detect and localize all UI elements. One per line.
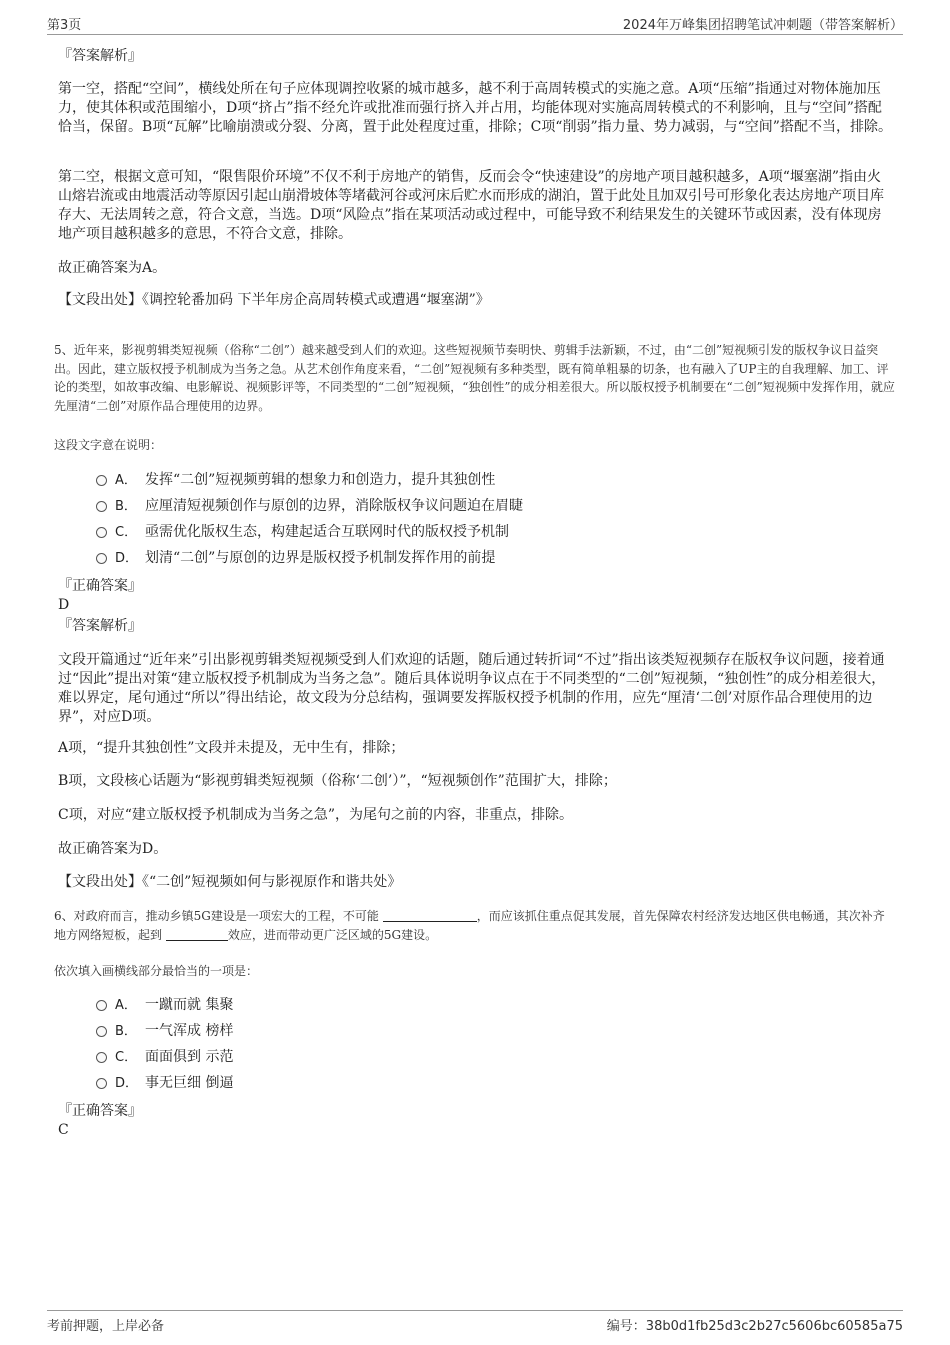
radio-icon[interactable] <box>96 1078 107 1089</box>
option-letter: B． <box>115 1024 137 1039</box>
q6-option-c[interactable] <box>96 1048 233 1067</box>
option-letter: C． <box>115 1050 138 1065</box>
footer-serial <box>607 1315 903 1334</box>
q5-analysis-label: 『答案解析』 <box>58 618 142 634</box>
q6-stem-part2: ，而应该抓住重点促其发展，首先保障农村经济发达地区供电畅通，其次补齐地方网络短板，起到 <box>54 909 885 942</box>
footer-slogan: 考前押题，上岸必备 <box>47 1319 165 1334</box>
option-text: 事无巨细 倒逼 <box>145 1075 234 1091</box>
q5-answer-label: 『正确答案』 <box>58 578 142 594</box>
serial-value: 38b0d1fb25d3c2b27c5606bc60585a75 <box>645 1319 903 1334</box>
q4-source: 【文段出处】《调控轮番加码 下半年房企高周转模式或遭遇“堰塞湖”》 <box>58 292 490 308</box>
q5-source: 【文段出处】《“二创”短视频如何与影视原作和谐共处》 <box>58 874 402 890</box>
q5-note-c: C项，对应“建立版权授予机制成为当务之急”，为尾句之前的内容，非重点，排除。 <box>58 807 574 823</box>
document-title: 2024年万峰集团招聘笔试冲刺题（带答案解析） <box>622 18 903 33</box>
radio-icon[interactable] <box>96 1000 107 1011</box>
option-letter: D． <box>115 1076 139 1091</box>
radio-icon[interactable] <box>96 1026 107 1037</box>
q5-option-b[interactable] <box>96 497 523 516</box>
option-letter: C． <box>115 525 138 540</box>
page-footer <box>47 1310 903 1333</box>
q5-analysis-p1: 文段开篇通过“近年来”引出影视剪辑类短视频受到人们欢迎的话题，随后通过转折词“不过”指出该类短视频存在版权争议问题，接着通过“因此”提出对策“建立版权授予机制成为当务之急”。随后具体说明争议点在于不同类型的“二创”短视频，“独创性”的成分相差很大，难以界定，尾句通过“所以”得出结论，故文段为分总结构，强调要发挥版权授予机制的作用，应先“厘清‘二创’对原作品合理使用的边界”，对应D项。 <box>58 652 886 725</box>
q6-stem-part3: 效应，进而带动更广泛区域的5G建设。 <box>227 927 438 942</box>
radio-icon[interactable] <box>96 553 107 564</box>
q4-conclusion: 故正确答案为A。 <box>58 260 167 276</box>
page-header <box>47 14 903 35</box>
q5-answer: D <box>58 597 70 613</box>
option-text: 发挥“二创”短视频剪辑的想象力和创造力，提升其独创性 <box>145 472 496 488</box>
q6-stem <box>54 907 896 944</box>
q6-blank-1 <box>383 908 477 922</box>
radio-icon[interactable] <box>96 501 107 512</box>
option-text: 应厘清短视频创作与原创的边界，消除版权争议问题迫在眉睫 <box>145 498 523 514</box>
q4-analysis-p1: 第一空，搭配“空间”，横线处所在句子应体现调控收紧的城市越多，越不利于高周转模式的实施之意。A项“压缩”指通过对物体施加压力，使其体积或范围缩小，D项“挤占”指不经允许或批准而强行挤入并占用，均能体现对实施高周转模式的不利影响，且与“空间”搭配恰当，保留。B项“瓦解”比喻崩溃或分裂、分离，置于此处程度过重，排除；C项“削弱”指力量、势力减弱，与“空间”搭配不当，排除。 <box>58 81 892 135</box>
option-text: 亟需优化版权生态，构建起适合互联网时代的版权授予机制 <box>145 524 509 540</box>
q5-conclusion: 故正确答案为D。 <box>58 841 168 857</box>
option-letter: A． <box>115 998 137 1013</box>
q6-answer-label: 『正确答案』 <box>58 1103 142 1119</box>
q4-analysis-label: 『答案解析』 <box>58 48 142 64</box>
q6-option-d[interactable] <box>96 1074 233 1093</box>
q4-analysis-p2: 第二空，根据文意可知，“限售限价环境”不仅不利于房地产的销售，反而会令“快速建设”的房地产项目越积越多，A项“堰塞湖”指由火山熔岩流或由地震活动等原因引起山崩滑坡体等堵截河谷或河床后贮水而形成的湖泊，置于此处且加双引号可形象化表达房地产项目库存大、无法周转之意，符合文意，当选。D项“风险点”指在某项活动或过程中，可能导致不利结果发生的关键环节或因素，没有体现房地产项目越积越多的意思，不符合文意，排除。 <box>58 169 884 242</box>
q6-option-b[interactable] <box>96 1022 233 1041</box>
radio-icon[interactable] <box>96 475 107 486</box>
q6-prompt: 依次填入画横线部分最恰当的一项是： <box>54 964 259 978</box>
radio-icon[interactable] <box>96 1052 107 1063</box>
q5-option-d[interactable] <box>96 549 495 568</box>
q5-option-c[interactable] <box>96 523 509 542</box>
q6-answer: C <box>58 1122 69 1138</box>
page-number: 第3页 <box>47 18 82 33</box>
q5-prompt: 这段文字意在说明： <box>54 438 163 452</box>
q6-stem-part1: 6、对政府而言，推动乡镇5G建设是一项宏大的工程，不可能 <box>54 909 379 923</box>
q5-option-a[interactable] <box>96 471 495 490</box>
radio-icon[interactable] <box>96 527 107 538</box>
q5-note-a: A项，“提升其独创性”文段并未提及，无中生有，排除； <box>58 740 405 756</box>
q5-stem: 5、近年来，影视剪辑类短视频（俗称“二创”）越来越受到人们的欢迎。这些短视频节奏明快、剪辑手法新颖，不过，由“二创”短视频引发的版权争议日益突出。因此，建立版权授予机制成为当务之急。从艺术创作角度来看，“二创”短视频有多种类型，既有简单粗暴的切条，也有融入了UP主的自我理解、加工、评论的类型，如故事改编、电影解说、视频影评等，不同类型的“二创”短视频，“独创性”的成分相差很大。所以版权授予机制要在“二创”短视频中发挥作用，就应先厘清“二创”对原作品合理使用的边界。 <box>54 343 895 413</box>
option-letter: A． <box>115 473 137 488</box>
q5-note-b: B项，文段核心话题为“影视剪辑类短视频（俗称‘二创’）”，“短视频创作”范围扩大，排除； <box>58 773 617 789</box>
serial-label: 编号： <box>606 1319 646 1334</box>
option-text: 面面俱到 示范 <box>145 1049 234 1065</box>
q6-blank-2 <box>166 927 228 941</box>
option-letter: B． <box>115 499 137 514</box>
option-text: 一蹴而就 集聚 <box>145 997 234 1013</box>
option-letter: D． <box>115 551 139 566</box>
option-text: 一气浑成 榜样 <box>145 1023 234 1039</box>
q6-option-a[interactable] <box>96 996 233 1015</box>
option-text: 划清“二创”与原创的边界是版权授予机制发挥作用的前提 <box>145 550 496 566</box>
